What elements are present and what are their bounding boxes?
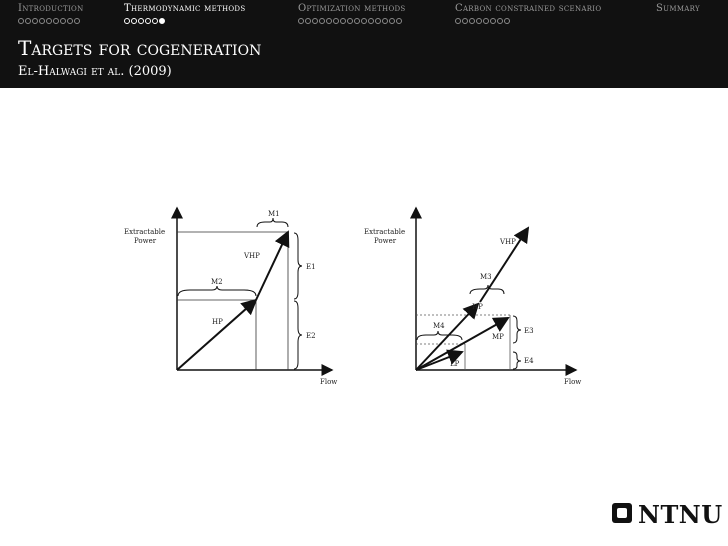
nav-section-introduction[interactable] [18,2,84,30]
ntnu-logo-mark-icon [612,503,632,523]
left-label-m2: M2 [211,278,223,286]
nav-section-carbon[interactable] [455,2,601,30]
nav-slide-dot[interactable] [382,18,388,24]
right-label-vhp: VHP [500,238,516,246]
nav-slide-dot[interactable] [305,18,311,24]
ntnu-logo [612,500,722,530]
left-y-label-2: Power [134,237,157,245]
right-hp-arrow [416,304,478,370]
nav-slide-dot[interactable] [497,18,503,24]
nav-slide-dot[interactable] [53,18,59,24]
nav-slide-dot[interactable] [455,18,461,24]
left-label-e2: E2 [306,332,316,340]
nav-slide-dot[interactable] [152,18,158,24]
left-y-label-1: Extractable [124,228,166,236]
nav-label[interactable]: Introduction [18,3,84,14]
nav-label[interactable]: Summary [656,3,700,14]
left-label-e1: E1 [306,263,316,271]
right-label-e3: E3 [524,327,534,335]
right-diagram [364,208,581,386]
right-label-m3: M3 [480,273,492,281]
frame-title: Targets for cogeneration [18,36,262,60]
ntnu-logo-text: NTNU [638,500,723,529]
cogeneration-diagrams [120,200,600,400]
nav-dots [298,18,406,26]
nav-slide-dot[interactable] [375,18,381,24]
right-y-label-1: Extractable [364,228,406,236]
nav-slide-dot[interactable] [18,18,24,24]
nav-section-optimization[interactable] [298,2,406,30]
nav-dots [124,18,245,26]
nav-dots [18,18,84,26]
right-label-lp: LP [450,360,460,368]
left-e1-brace [294,233,302,299]
left-label-hp: HP [212,318,223,326]
nav-slide-dot[interactable] [462,18,468,24]
nav-slide-dot[interactable] [74,18,80,24]
right-label-e4: E4 [524,357,534,365]
nav-slide-dot[interactable] [39,18,45,24]
left-vhp-arrow [256,232,288,300]
left-e2-brace [294,301,302,369]
nav-slide-dot[interactable] [326,18,332,24]
right-label-mp: MP [492,333,504,341]
nav-label[interactable]: Thermodynamic methods [124,3,246,14]
left-diagram [124,208,337,386]
nav-dots [455,18,601,26]
nav-slide-dot[interactable] [138,18,144,24]
nav-slide-dot[interactable] [333,18,339,24]
nav-label[interactable]: Optimization methods [298,3,406,14]
nav-slide-dot[interactable] [340,18,346,24]
nav-slide-dot[interactable] [347,18,353,24]
nav-slide-dot[interactable] [361,18,367,24]
right-e3-brace [513,316,521,343]
nav-slide-dot[interactable] [504,18,510,24]
left-hp-arrow [177,300,256,370]
nav-label[interactable]: Carbon constrained scenario [455,3,602,14]
nav-section-summary[interactable] [656,2,700,30]
nav-slide-dot[interactable] [67,18,73,24]
cogeneration-targets-figure [120,200,600,400]
frame-subtitle: El-Halwagi et al. (2009) [18,64,172,79]
right-label-hp: HP [472,303,483,311]
left-label-vhp: VHP [244,252,260,260]
nav-slide-dot[interactable] [368,18,374,24]
nav-slide-dot[interactable] [32,18,38,24]
nav-slide-dot[interactable] [490,18,496,24]
nav-slide-dot[interactable] [159,18,165,24]
nav-slide-dot[interactable] [131,18,137,24]
nav-slide-dot[interactable] [483,18,489,24]
nav-slide-dot[interactable] [396,18,402,24]
right-e4-brace [513,352,521,369]
nav-slide-dot[interactable] [312,18,318,24]
nav-slide-dot[interactable] [354,18,360,24]
section-navbar [0,0,728,30]
nav-slide-dot[interactable] [25,18,31,24]
nav-slide-dot[interactable] [389,18,395,24]
right-m4-brace [417,331,462,340]
left-label-m1: M1 [268,210,280,218]
left-m2-brace [178,286,256,296]
nav-slide-dot[interactable] [469,18,475,24]
nav-slide-dot[interactable] [60,18,66,24]
nav-slide-dot[interactable] [298,18,304,24]
nav-slide-dot[interactable] [46,18,52,24]
right-label-m4: M4 [433,322,445,330]
nav-slide-dot[interactable] [145,18,151,24]
right-y-label-2: Power [374,237,397,245]
nav-slide-dot[interactable] [319,18,325,24]
right-x-label: Flow [564,378,582,386]
nav-section-thermodynamic[interactable] [124,2,245,30]
nav-slide-dot[interactable] [476,18,482,24]
left-m1-brace [257,218,288,227]
frame-title-bar [0,30,728,88]
nav-slide-dot[interactable] [124,18,130,24]
left-x-label: Flow [320,378,338,386]
